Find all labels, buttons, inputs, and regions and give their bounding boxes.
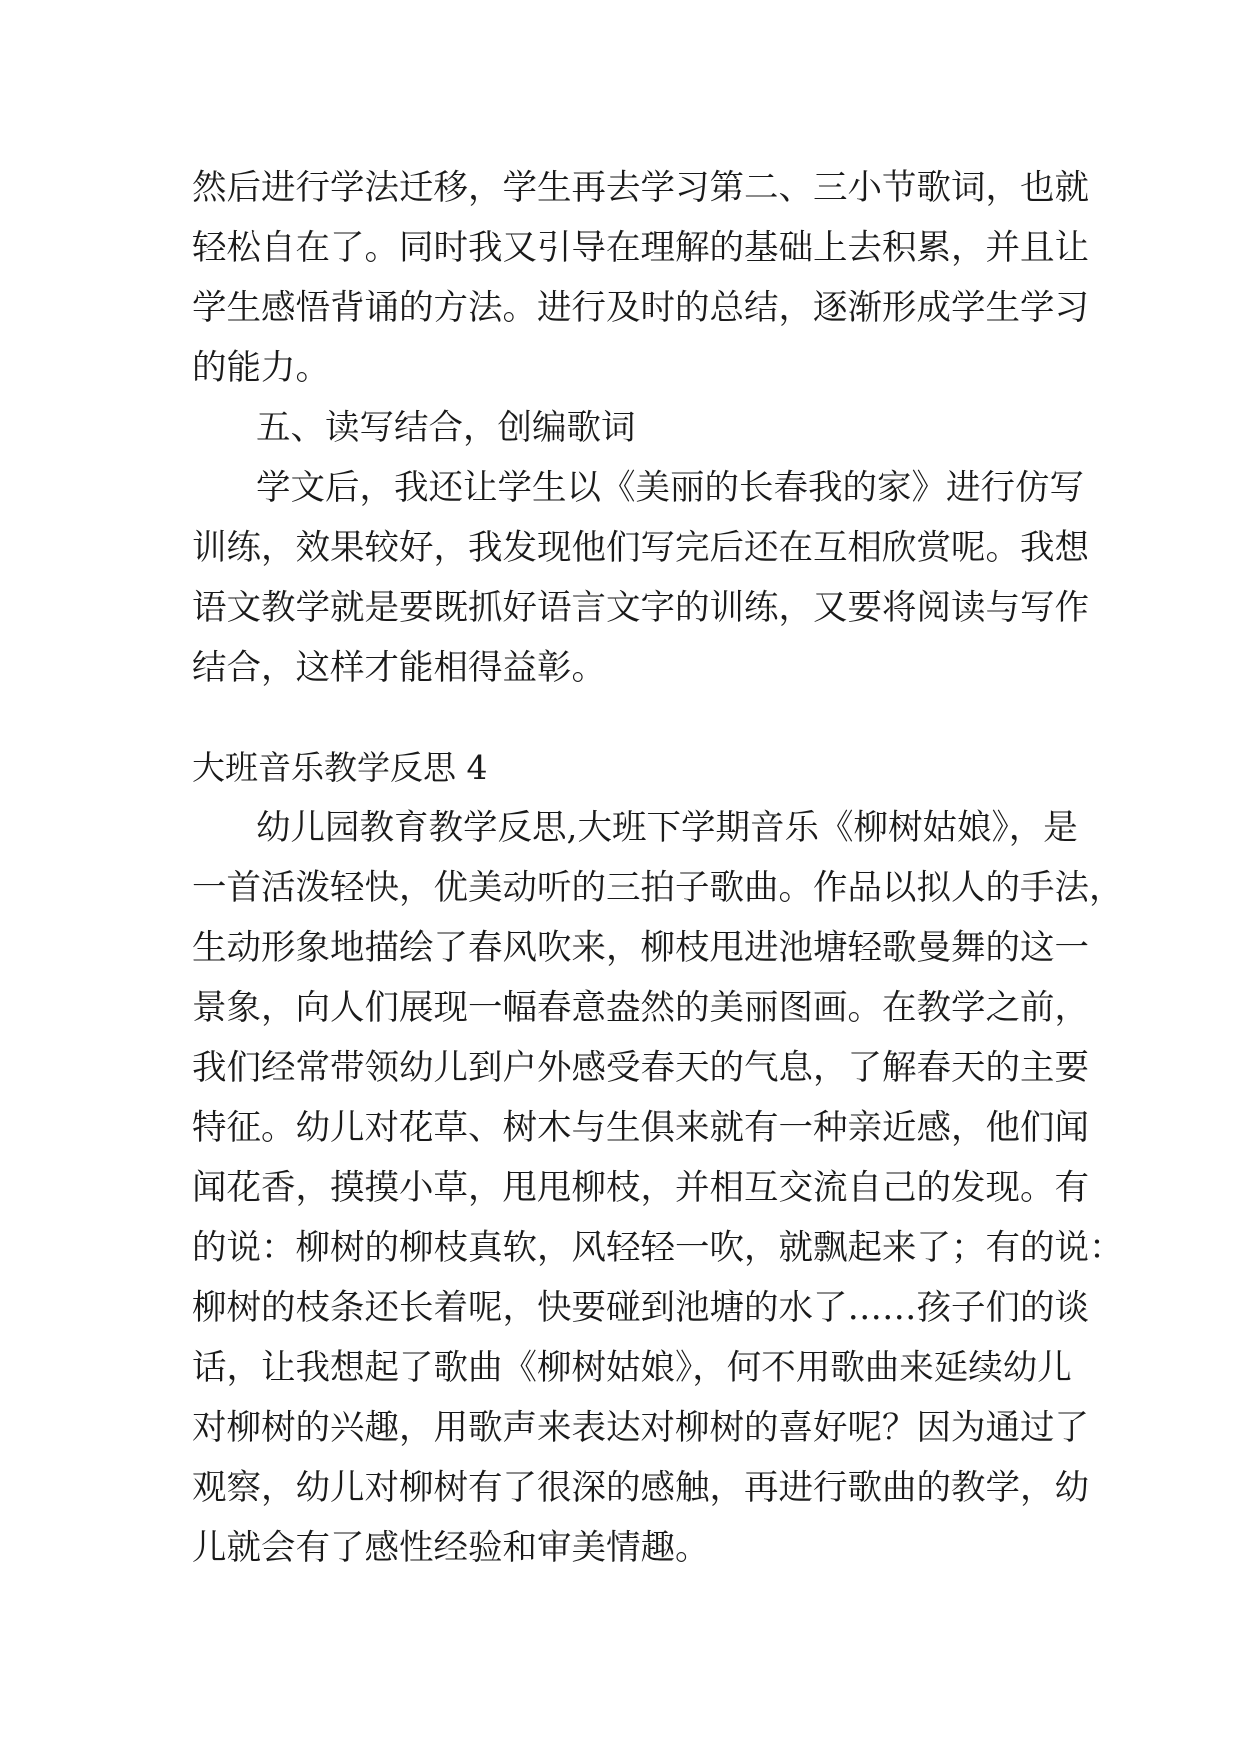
paragraph-line: 轻松自在了。同时我又引导在理解的基础上去积累，并且让	[192, 228, 1089, 268]
paragraph-line: 学生感悟背诵的方法。进行及时的总结，逐渐形成学生学习	[192, 288, 1089, 328]
paragraph-line: 学文后，我还让学生以《美丽的长春我的家》进行仿写	[256, 468, 1084, 508]
article-title: 大班音乐教学反思 4	[192, 748, 488, 787]
paragraph-line: 生动形象地描绘了春风吹来，柳枝甩进池塘轻歌曼舞的这一	[192, 928, 1089, 968]
paragraph-line: 幼儿园教育教学反思,大班下学期音乐《柳树姑娘》，是	[256, 808, 1078, 848]
paragraph-line: 我们经常带领幼儿到户外感受春天的气息，了解春天的主要	[192, 1048, 1089, 1088]
paragraph-line: 然后进行学法迁移，学生再去学习第二、三小节歌词，也就	[192, 168, 1089, 208]
paragraph-line: 话，让我想起了歌曲《柳树姑娘》，何不用歌曲来延续幼儿	[192, 1348, 1072, 1388]
paragraph-line: 闻花香，摸摸小草，甩甩柳枝，并相互交流自己的发现。有	[192, 1168, 1089, 1208]
paragraph-line: 观察，幼儿对柳树有了很深的感触，再进行歌曲的教学，幼	[192, 1468, 1089, 1508]
paragraph-line: 柳树的枝条还长着呢，快要碰到池塘的水了……孩子们的谈	[192, 1288, 1089, 1328]
paragraph-line: 语文教学就是要既抓好语言文字的训练，又要将阅读与写作	[192, 588, 1089, 628]
paragraph-line: 一首活泼轻快，优美动听的三拍子歌曲。作品以拟人的手法，	[192, 868, 1124, 908]
paragraph-line: 景象，向人们展现一幅春意盎然的美丽图画。在教学之前，	[192, 988, 1089, 1028]
paragraph-line: 儿就会有了感性经验和审美情趣。	[192, 1528, 710, 1568]
paragraph-line: 特征。幼儿对花草、树木与生俱来就有一种亲近感，他们闻	[192, 1108, 1089, 1148]
paragraph-line: 结合，这样才能相得益彰。	[192, 648, 606, 688]
paragraph-line: 的能力。	[192, 348, 330, 388]
paragraph-line: 训练，效果较好，我发现他们写完后还在互相欣赏呢。我想	[192, 528, 1089, 568]
subsection-heading: 五、读写结合，创编歌词	[256, 408, 636, 448]
paragraph-line: 对柳树的兴趣，用歌声来表达对柳树的喜好呢？因为通过了	[192, 1408, 1089, 1448]
paragraph-line: 的说：柳树的柳枝真软，风轻轻一吹，就飘起来了；有的说：	[192, 1228, 1124, 1268]
